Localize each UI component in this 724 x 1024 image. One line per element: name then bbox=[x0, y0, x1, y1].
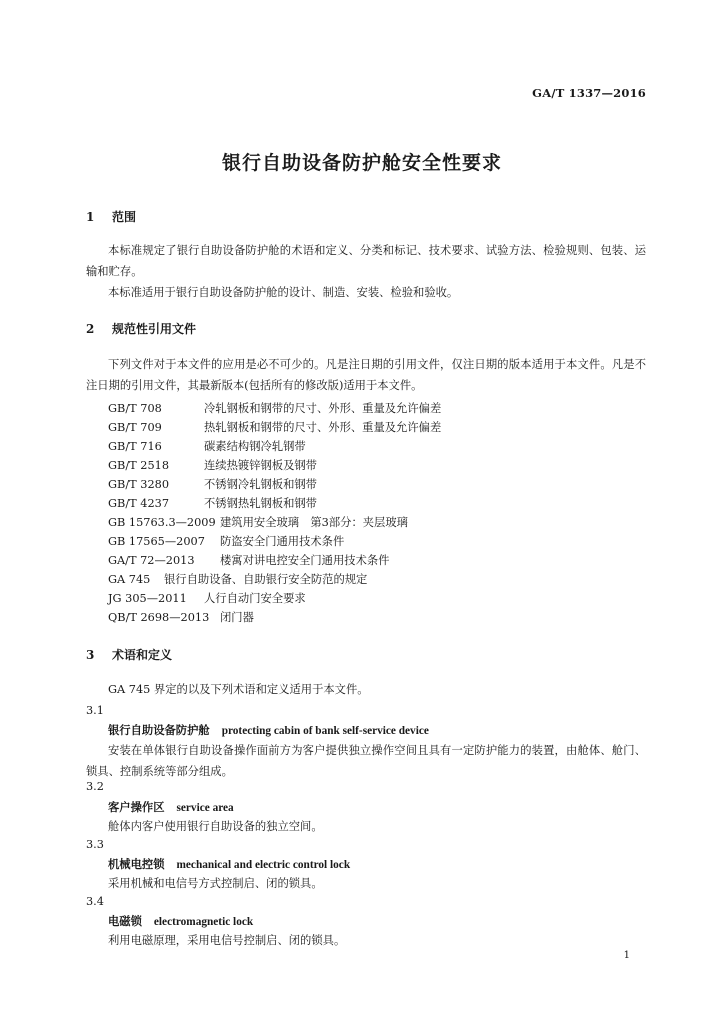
term-definition: 采用机械和电信号方式控制启、闭的锁具。 bbox=[108, 877, 323, 890]
term-name-cn: 银行自助设备防护舱 bbox=[108, 723, 210, 737]
reference-title: 连续热镀锌钢板及钢带 bbox=[204, 459, 317, 472]
reference-code: GB 15763.3—2009 bbox=[108, 516, 216, 529]
term-definition: 利用电磁原理，采用电信号控制启、闭的锁具。 bbox=[108, 934, 346, 947]
reference-item bbox=[108, 476, 317, 492]
section-3-intro: GA 745 界定的以及下列术语和定义适用于本文件。 bbox=[108, 683, 369, 696]
section-2-intro: 下列文件对于本文件的应用是必不可少的。凡是注日期的引用文件，仅注日期的版本适用于本文件。凡是不注日期的引用文件，其最新版本(包括所有的修改版)适用于本文件。 bbox=[86, 358, 646, 392]
reference-code: GB/T 708 bbox=[108, 402, 162, 415]
term-number: 3.1 bbox=[86, 704, 104, 717]
reference-code: GB/T 3280 bbox=[108, 478, 170, 491]
term-name-en: protecting cabin of bank self-service device bbox=[221, 725, 429, 737]
section-title: 范围 bbox=[112, 210, 137, 224]
term-name bbox=[108, 799, 234, 815]
document-code: GA/T 1337—2016 bbox=[532, 86, 646, 100]
term-name bbox=[108, 722, 429, 738]
section-number: 2 bbox=[86, 322, 95, 336]
term-name bbox=[108, 856, 350, 872]
section-1-para-1: 本标准规定了银行自助设备防护舱的术语和定义、分类和标记、技术要求、试验方法、检验规则、包装、运输和贮存。 bbox=[86, 244, 646, 278]
reference-item bbox=[108, 609, 254, 625]
section-title: 规范性引用文件 bbox=[112, 322, 197, 336]
reference-item bbox=[108, 533, 344, 549]
term-number: 3.3 bbox=[86, 838, 104, 851]
reference-item bbox=[108, 590, 306, 606]
reference-code: GB/T 709 bbox=[108, 421, 162, 434]
section-2-heading bbox=[86, 320, 196, 337]
reference-code: JG 305—2011 bbox=[108, 592, 187, 605]
reference-item bbox=[108, 400, 441, 416]
reference-title: 不锈钢热轧钢板和钢带 bbox=[204, 497, 317, 510]
reference-code: GB/T 2518 bbox=[108, 459, 170, 472]
section-title: 术语和定义 bbox=[112, 648, 173, 662]
reference-item bbox=[108, 495, 317, 511]
reference-title: 楼寓对讲电控安全门通用技术条件 bbox=[220, 554, 390, 567]
term-name-cn: 机械电控锁 bbox=[108, 857, 165, 871]
reference-code: GB/T 4237 bbox=[108, 497, 170, 510]
term-name-cn: 电磁锁 bbox=[108, 914, 142, 928]
page-title: 银行自助设备防护舱安全性要求 bbox=[221, 152, 502, 174]
term-name bbox=[108, 913, 253, 929]
reference-code: GB/T 716 bbox=[108, 440, 162, 453]
term-definition: 安装在单体银行自助设备操作面前方为客户提供独立操作空间且具有一定防护能力的装置，由舱体、舱门、锁具、控制系统等部分组成。 bbox=[86, 744, 646, 778]
section-number: 3 bbox=[86, 648, 95, 662]
reference-title: 碳素结构钢冷轧钢带 bbox=[204, 440, 306, 453]
section-3-heading bbox=[86, 646, 172, 663]
reference-title: 人行自动门安全要求 bbox=[204, 592, 306, 605]
reference-title: 闭门器 bbox=[220, 611, 254, 624]
section-number: 1 bbox=[86, 210, 95, 224]
term-name-cn: 客户操作区 bbox=[108, 800, 165, 814]
reference-title: 不锈钢冷轧钢板和钢带 bbox=[204, 478, 317, 491]
reference-item bbox=[108, 438, 306, 454]
term-name-en: service area bbox=[176, 802, 234, 814]
reference-code: GA/T 72—2013 bbox=[108, 554, 195, 567]
term-number: 3.4 bbox=[86, 895, 104, 908]
term-name-en: electromagnetic lock bbox=[153, 916, 254, 928]
reference-title: 建筑用安全玻璃 第3部分：夹层玻璃 bbox=[220, 516, 408, 529]
reference-item bbox=[108, 514, 408, 530]
reference-code: QB/T 2698—2013 bbox=[108, 611, 210, 624]
section-1-para-2: 本标准适用于银行自助设备防护舱的设计、制造、安装、检验和验收。 bbox=[108, 286, 459, 299]
term-definition: 舱体内客户使用银行自助设备的独立空间。 bbox=[108, 820, 323, 833]
reference-code: GB 17565—2007 bbox=[108, 535, 205, 548]
reference-title: 热轧钢板和钢带的尺寸、外形、重量及允许偏差 bbox=[204, 421, 442, 434]
term-number: 3.2 bbox=[86, 780, 104, 793]
section-1-heading bbox=[86, 208, 136, 225]
reference-code: GA 745 bbox=[108, 573, 151, 586]
page-number: 1 bbox=[623, 950, 630, 961]
term-name-en: mechanical and electric control lock bbox=[176, 859, 351, 871]
reference-item bbox=[108, 419, 441, 435]
reference-title: 银行自助设备、自助银行安全防范的规定 bbox=[164, 573, 368, 586]
reference-item bbox=[108, 571, 367, 587]
reference-item bbox=[108, 457, 317, 473]
reference-title: 防盗安全门通用技术条件 bbox=[220, 535, 345, 548]
reference-item bbox=[108, 552, 389, 568]
reference-title: 冷轧钢板和钢带的尺寸、外形、重量及允许偏差 bbox=[204, 402, 442, 415]
